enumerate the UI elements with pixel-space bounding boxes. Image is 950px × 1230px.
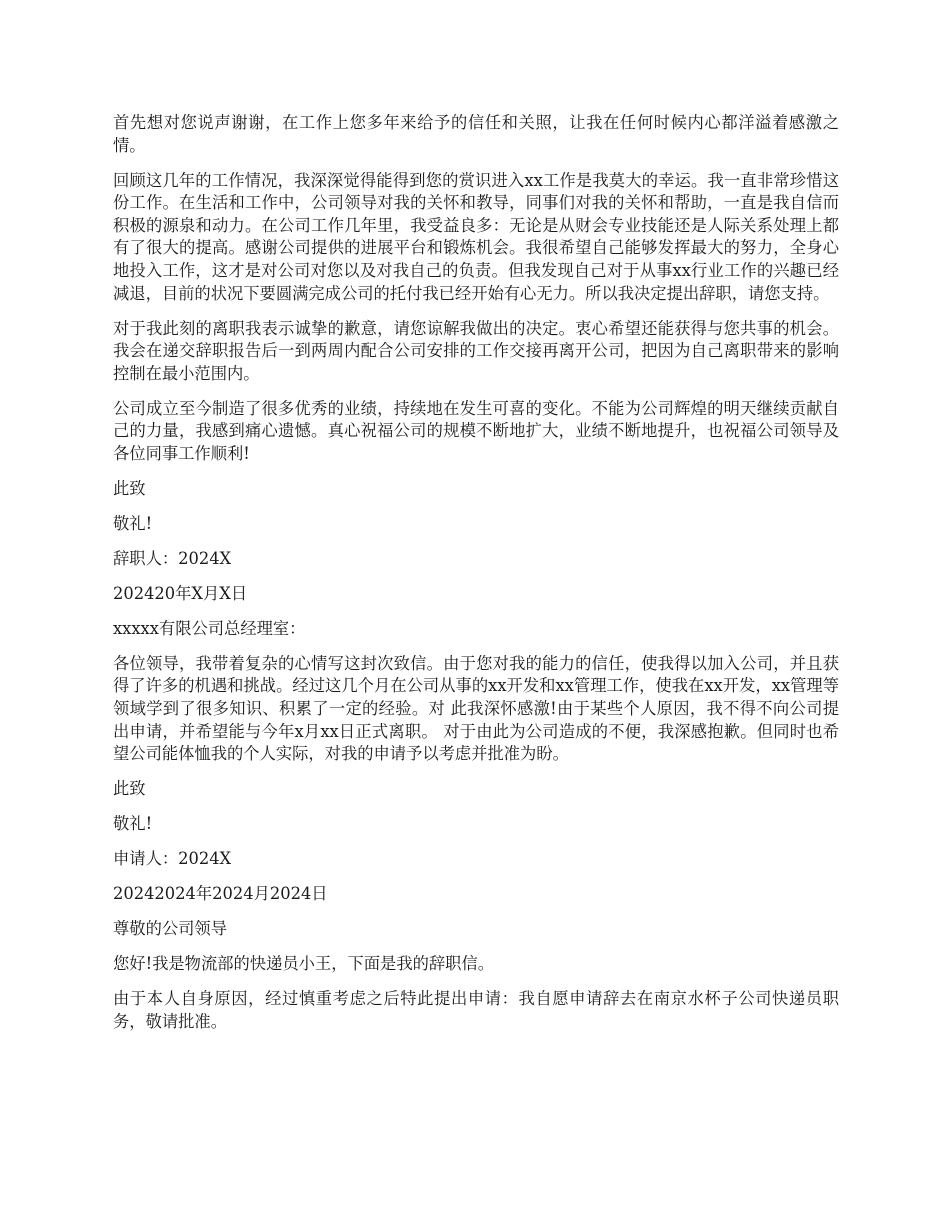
addressee-general-manager: xxxxx有限公司总经理室： [113, 618, 306, 638]
signature-applicant: 申请人：2024X [113, 849, 232, 869]
greeting-intro: 您好!我是物流部的快递员小王，下面是我的辞职信。 [113, 954, 495, 974]
closing-jingli-1: 敬礼! [113, 513, 153, 533]
closing-cizhi-1: 此致 [113, 478, 146, 498]
closing-jingli-2: 敬礼! [113, 814, 153, 834]
date-line-1: 202420年X月X日 [113, 583, 248, 603]
paragraph-review: 回顾这几年的工作情况，我深深觉得能得到您的赏识进入xx工作是我莫大的幸运。我一直非常珍惜这份工作。在生活和工作中，公司领导对我的关怀和教导，同事们对我的关怀和帮助，一直是我自信而积极的源泉和动力。在公司工作几年里，我受益良多：无论是从财会专业技能还是人际关系处理上都有了很大的提高。感谢公司提供的进展平台和锻炼机会。我很希望自己能够发挥最大的努力，全身心地投入工作，这才是对公司对您以及对我自己的负责。但我发现自己对于从事xx行业工作的兴趣已经减退，目前的状况下要圆满完成公司的托付我已经开始有心无力。所以我决定提出辞职，请您支持。 [113, 170, 839, 303]
date-line-2: 20242024年2024月2024日 [113, 884, 328, 904]
paragraph-thanks: 首先想对您说声谢谢，在工作上您多年来给予的信任和关照，让我在任何时候内心都洋溢着感激之情。 [113, 113, 839, 155]
closing-cizhi-2: 此致 [113, 779, 146, 799]
paragraph-blessing: 公司成立至今制造了很多优秀的业绩，持续地在发生可喜的变化。不能为公司辉煌的明天继续贡献自己的力量，我感到痛心遗憾。真心祝福公司的规模不断地扩大，业绩不断地提升，也祝福公司领导及各位同事工作顺利! [113, 398, 839, 463]
salutation-leaders: 尊敬的公司领导 [113, 919, 227, 939]
paragraph-leaders: 各位领导，我带着复杂的心情写这封次致信。由于您对我的能力的信任，使我得以加入公司，并且获得了许多的机遇和挑战。经过这几个月在公司从事的xx开发和xx管理工作，使我在xx开发，xx管理等领域学到了很多知识、积累了一定的经验。对 此我深怀感激!由于某些个人原因，我不得不向公司提出申请，并希望能与今年x月xx日正式离职。 对于由此为公司造成的不便，我深感抱歉。但同时也希望公司能体恤我的个人实际，对我的申请予以考虑并批准为盼。 [113, 653, 839, 764]
signature-resigner: 辞职人：2024X [113, 548, 232, 568]
paragraph-request: 由于本人自身原因，经过慎重考虑之后特此提出申请：我自愿申请辞去在南京水杯子公司快递员职务，敬请批准。 [113, 989, 839, 1031]
document-page [113, 112, 839, 1046]
paragraph-apology: 对于我此刻的离职我表示诚挚的歉意，请您谅解我做出的决定。衷心希望还能获得与您共事的机会。我会在递交辞职报告后一到两周内配合公司安排的工作交接再离开公司，把因为自己离职带来的影响控制在最小范围内。 [113, 318, 839, 383]
